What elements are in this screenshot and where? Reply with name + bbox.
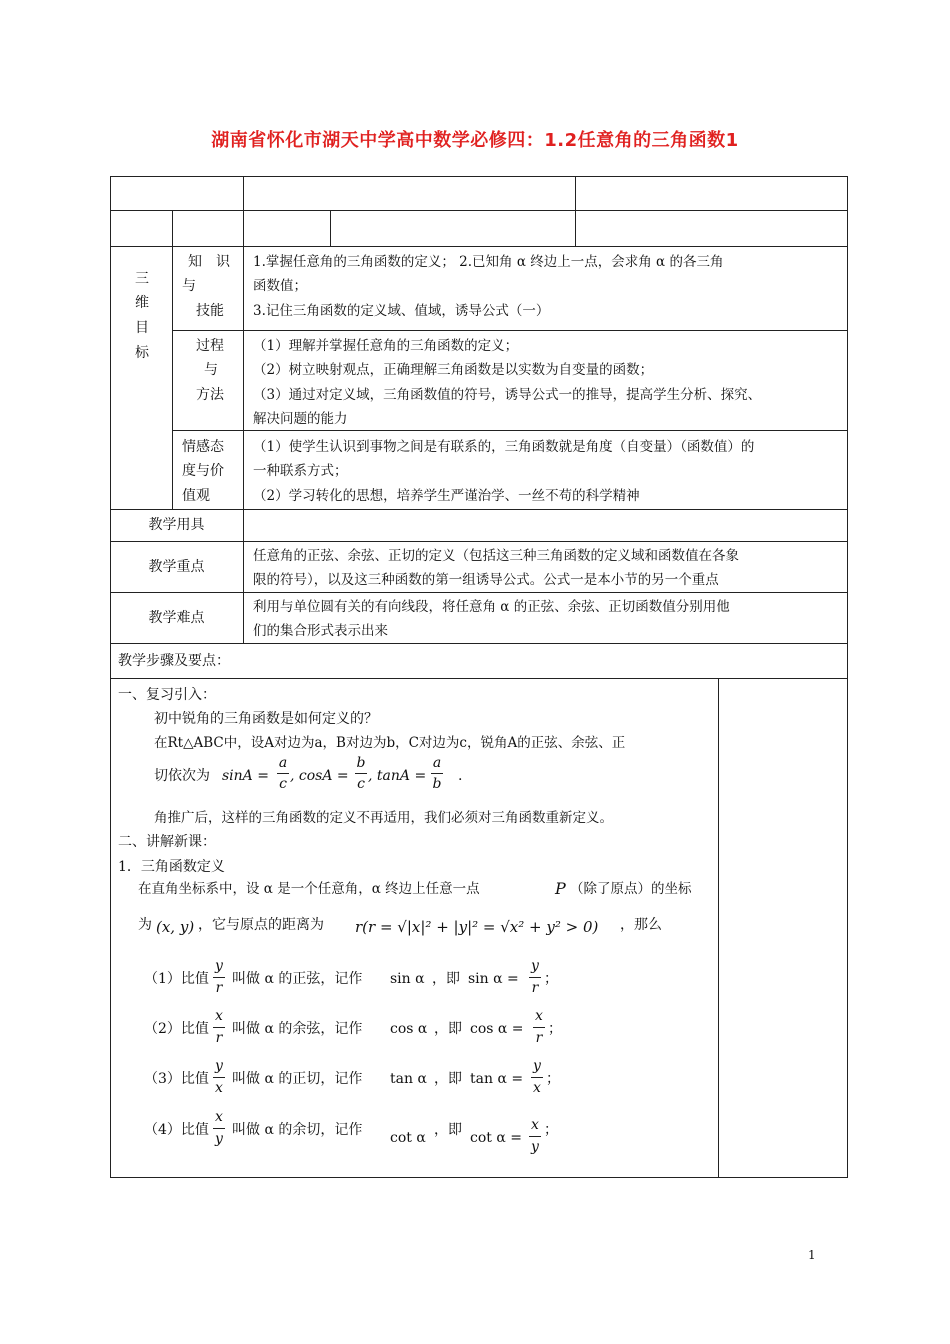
key-points-label: 教学重点 (148, 559, 205, 575)
document-title: 湖南省怀化市湖天中学高中数学必修四：1.2任意角的三角函数1 (211, 130, 739, 151)
page-number: 1 (808, 1248, 816, 1262)
steps-label: 教学步骤及要点： (118, 653, 230, 669)
section-new: 二、讲解新课： (118, 834, 216, 850)
tools-label: 教学用具 (148, 517, 205, 533)
section-review: 一、复习引入： (118, 687, 216, 703)
difficulties-label: 教学难点 (148, 610, 205, 626)
